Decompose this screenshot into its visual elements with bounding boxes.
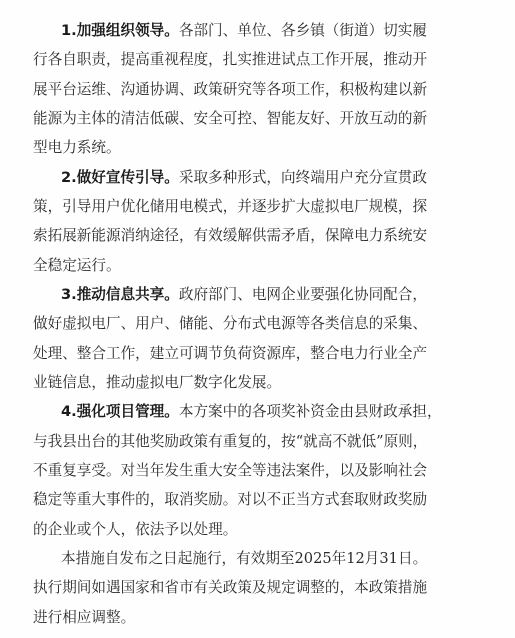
section-1-text: 各部门、单位、各乡镇（街道）切实履 [178,22,427,39]
section-2-text: 采取多种形式，向终端用户充分宣贯政 [178,168,427,186]
section-1-line-3: 展平台运维、沟通协调、政策研究等各项工作，积极构建以新 [33,80,428,98]
section-1-line-5: 型电力系统。 [33,139,121,157]
closing-line-1: 本措施自发布之日起施行，有效期至2025年12月31日。 [61,550,428,567]
section-4-heading: 4.强化项目管理。 [61,403,179,421]
section-4-line-4: 稳定等重大事件的，取消奖励。对以不正当方式套取财政奖励 [33,491,428,509]
section-4-line-3: 不重复享受。对当年发生重大安全等违法案件，以及影响社会 [33,462,428,479]
section-1-line-4: 能源为主体的清洁低碳、安全可控、智能友好、开放互动的新 [33,110,428,127]
section-4-text: 本方案中的各项奖补资金由县财政承担， [178,403,442,421]
section-3-line-3: 处理、整合工作，建立可调节负荷资源库，整合电力行业全产 [33,344,428,362]
section-3-line-2: 做好虚拟电厂、用户、储能、分布式电源等各类信息的采集、 [33,315,428,333]
section-3-line-4: 业链信息，推动虚拟电厂数字化发展。 [33,374,282,391]
section-2-line-2: 策，引导用户优化储用电模式，并逐步扩大虚拟电厂规模，探 [33,198,428,215]
closing-line-3: 进行相应调整。 [33,608,136,626]
section-1-line-2: 行各自职责，提高重视程度，扎实推进试点工作开展，推动开 [33,51,428,69]
section-1-heading: 1.加强组织领导。 [61,22,179,39]
section-3-heading: 3.推动信息共享。 [61,286,179,303]
section-3-line-1 [61,280,485,309]
section-4-line-5: 的企业或个人，依法予以处理。 [33,520,238,538]
section-1-line-1 [61,16,485,45]
section-4-line-2: 与我县出台的其他奖励政策有重复的，按“就高不就低”原则， [33,432,428,450]
closing-line-2: 执行期间如遇国家和省市有关政策及规定调整的，本政策措施 [33,579,428,597]
section-2-line-4: 全稳定运行。 [33,256,121,274]
section-3-text: 政府部门、电网企业要强化协同配合， [178,286,427,303]
section-2-line-3: 索拓展新能源消纳途径，有效缓解供需矛盾，保障电力系统安 [33,227,428,245]
section-2-line-1 [61,163,485,192]
section-2-heading: 2.做好宣传引导。 [61,168,179,186]
section-4-line-1 [61,397,485,426]
